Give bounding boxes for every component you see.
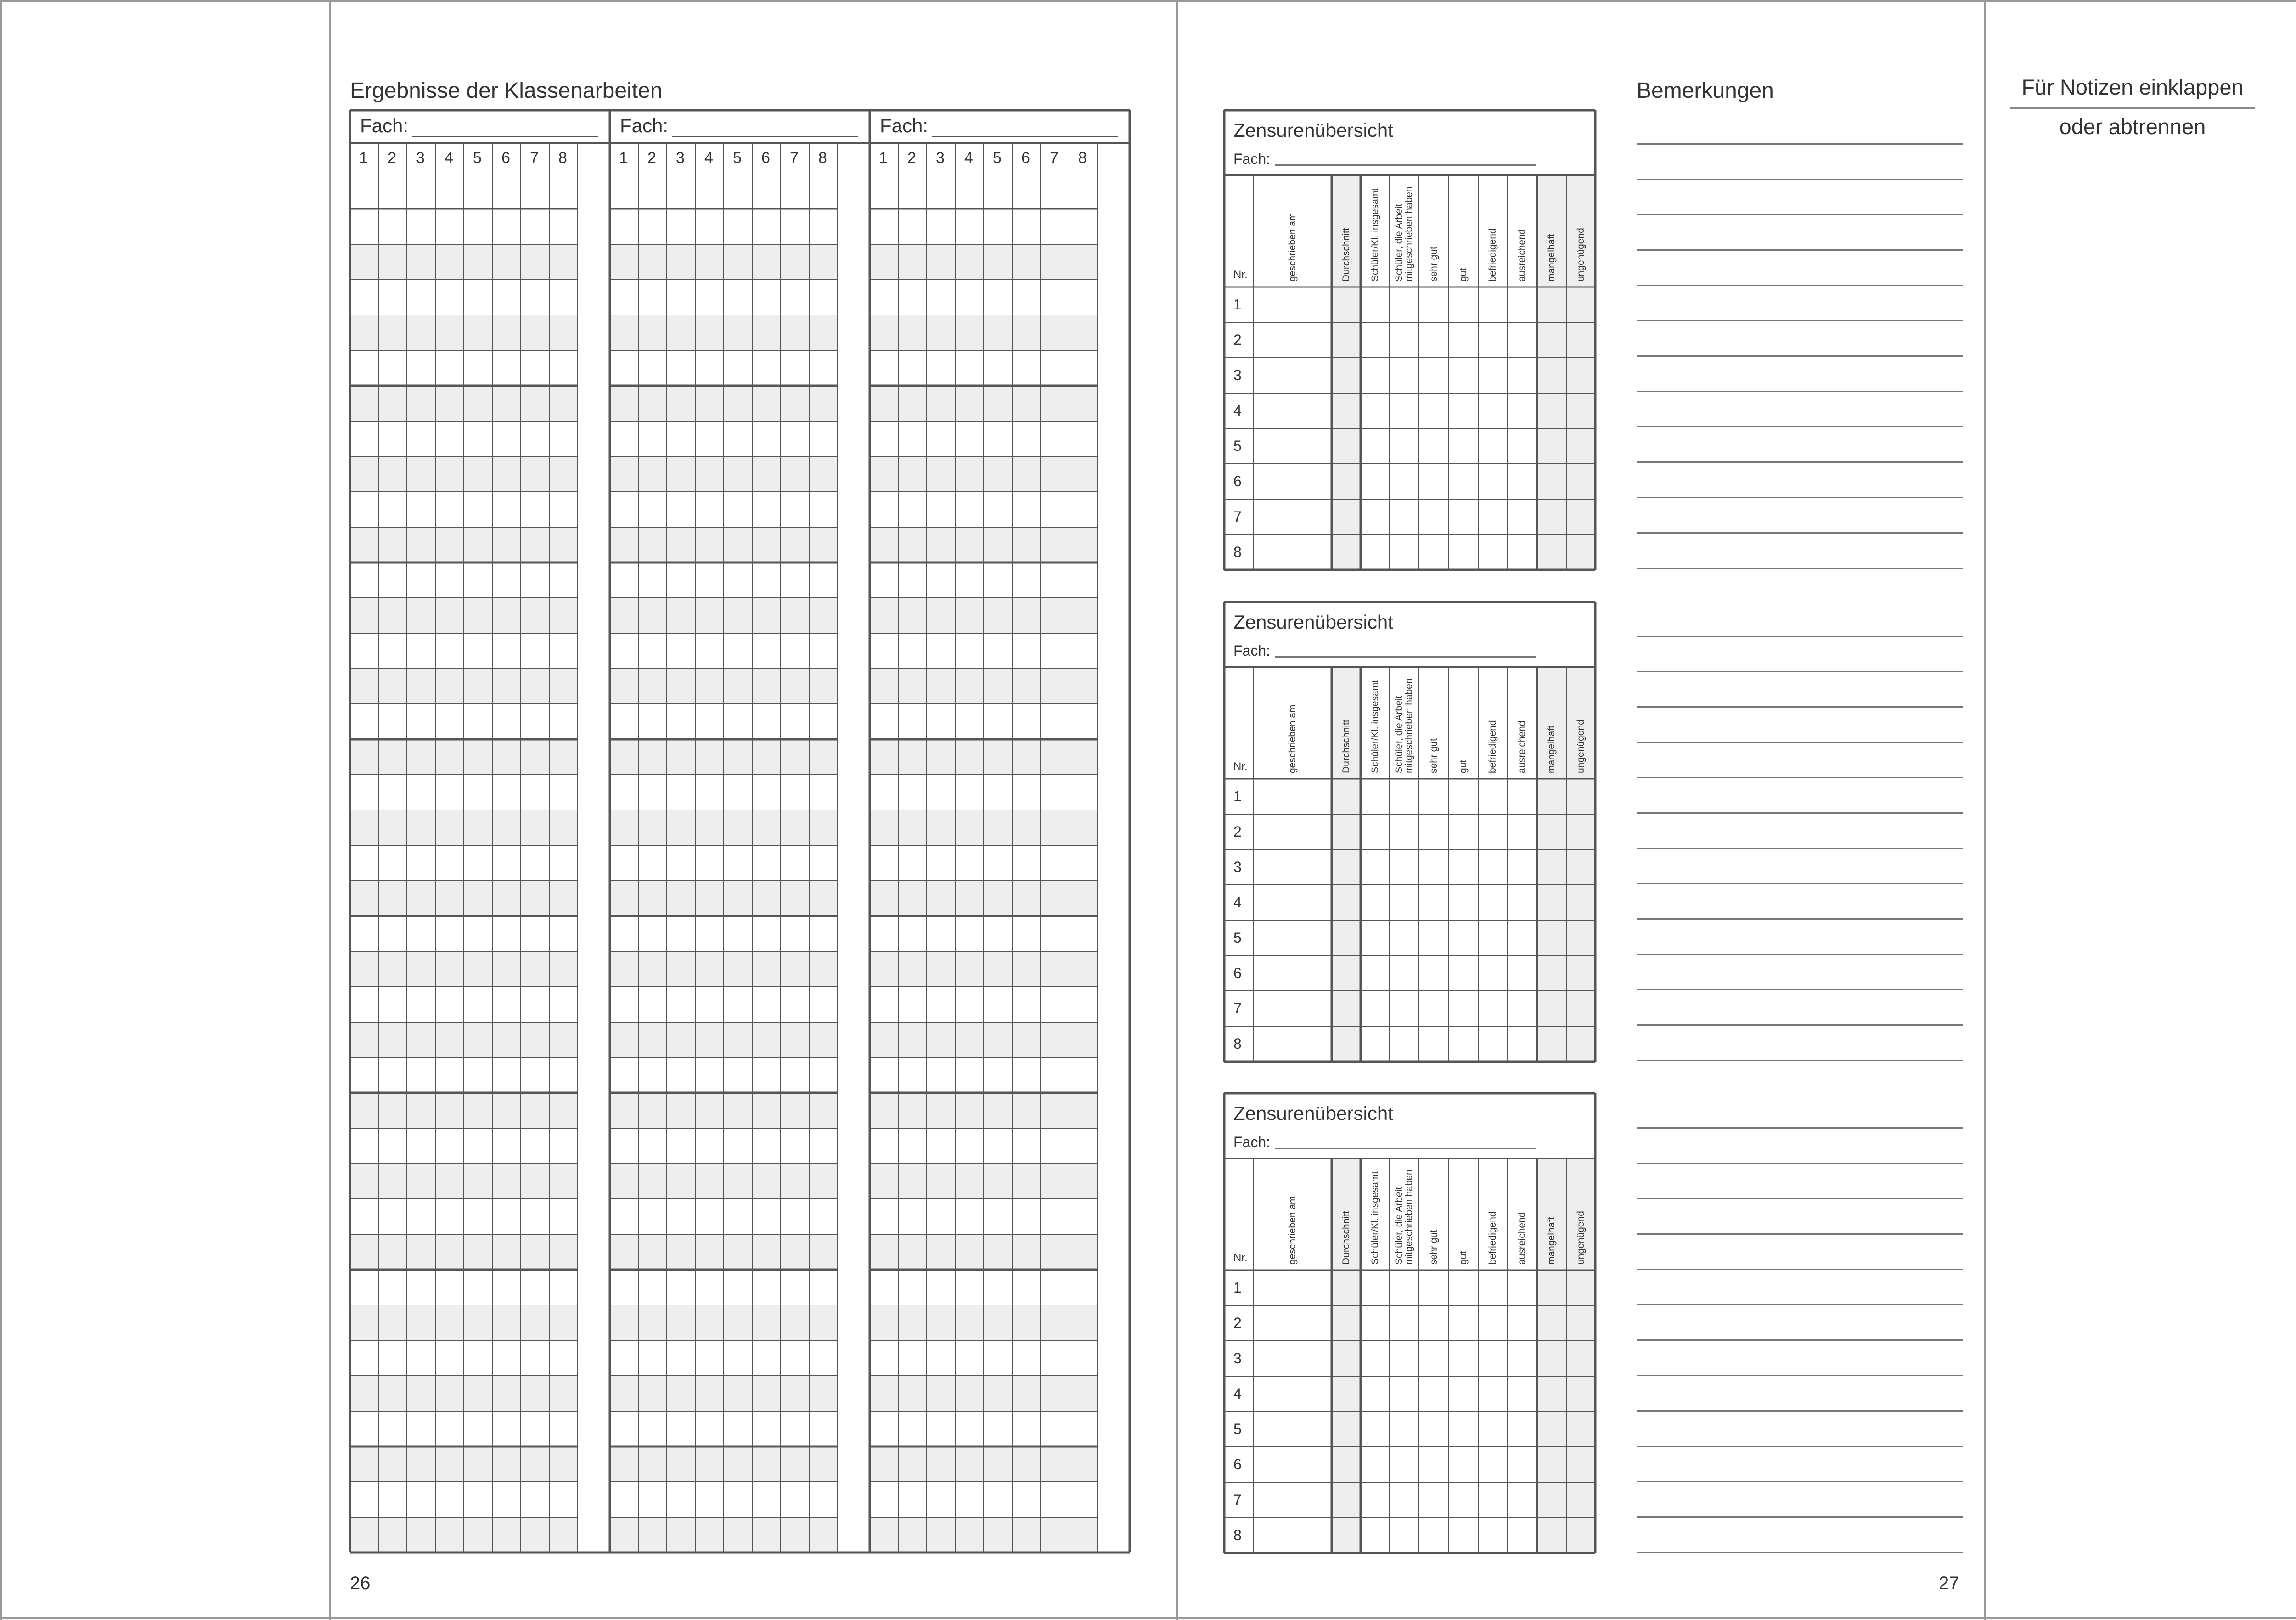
column-header [1341,228,1351,281]
cell [1254,1026,1332,1062]
column-header-line: Durchschnitt [1340,1211,1351,1265]
remark-line [1637,214,1963,215]
row-number-header: Nr. [1233,1252,1248,1264]
column-header-line: mitgeschrieben haben [1404,186,1414,281]
remark-line [1637,391,1963,392]
column-number: 2 [907,149,916,167]
column-number: 6 [1021,149,1030,167]
row-number-header: Nr. [1233,760,1248,773]
cell [1254,814,1332,849]
column-header-line: mangelhaft [1546,234,1557,281]
column-header [1429,738,1439,773]
row-number: 7 [1233,508,1242,525]
remarks-title: Bemerkungen [1637,79,1774,103]
subject-label: Fach: [1233,151,1271,167]
row-number: 3 [1233,367,1242,383]
column-header [1517,721,1527,773]
column-header-line: Schüler, die Arbeit [1394,695,1404,773]
column-header-line: ausreichend [1517,1212,1527,1265]
row-number: 5 [1233,438,1242,454]
column-number: 5 [993,149,1002,167]
cell [1254,464,1332,499]
column-number: 3 [416,149,425,167]
remark-line [1637,285,1963,286]
column-number: 6 [501,149,510,167]
row-number: 6 [1233,965,1242,981]
remark-line [1637,777,1963,778]
row-number: 2 [1233,823,1242,840]
column-header [1458,1251,1469,1265]
remark-line [1637,954,1963,955]
row-number: 1 [1233,788,1242,804]
column-header [1370,1171,1380,1265]
remark-line [1637,1552,1963,1553]
remark-line [1637,1233,1963,1235]
remark-line [1637,320,1963,321]
cell [1254,393,1332,428]
cell [1254,322,1332,358]
column-header [1547,726,1557,773]
cell [1254,428,1332,464]
remark-line [1637,568,1963,569]
cell [1254,1447,1332,1482]
cell [1254,499,1332,534]
row-number: 7 [1233,1000,1242,1017]
row-number: 1 [1233,1279,1242,1296]
page-number-right: 27 [1939,1573,1959,1593]
remark-line [1637,1024,1963,1026]
remark-line [1637,671,1963,672]
grade-overview-title: Zensurenübersicht [1233,119,1393,141]
remark-line [1637,1269,1963,1270]
column-header [1547,234,1557,281]
row-number: 4 [1233,1385,1242,1402]
column-header-line: geschrieben am [1287,213,1298,281]
subject-blank [1275,1148,1536,1149]
subject-label: Fach: [1233,1134,1271,1150]
subject-blank [1275,656,1536,658]
column-header [1488,228,1498,281]
cell [1254,1518,1332,1553]
row-number: 6 [1233,473,1242,489]
column-number: 8 [558,149,567,167]
column-number: 2 [388,149,396,167]
column-header [1394,1170,1414,1265]
subject-label: Fach: [1233,642,1271,659]
column-header [1341,720,1351,773]
remark-line [1637,636,1963,637]
remark-line [1637,1163,1963,1164]
row-number: 6 [1233,1456,1242,1473]
remark-line [1637,1410,1963,1412]
row-number: 3 [1233,1350,1242,1367]
cell [1254,920,1332,956]
column-header [1576,1211,1586,1265]
column-header [1288,213,1298,281]
remark-line [1637,742,1963,743]
remark-line [1637,1127,1963,1129]
subject-label: Fach: [360,115,409,136]
row-number: 2 [1233,332,1242,348]
column-header [1458,268,1469,281]
column-header-line: gut [1458,268,1469,281]
cell [1254,849,1332,885]
flap-instruction-line1: Für Notizen einklappen [2021,75,2244,99]
column-header-line: befriedigend [1487,1211,1498,1265]
remark-line [1637,1060,1963,1061]
column-number: 5 [733,149,742,167]
remark-line [1637,1304,1963,1305]
cell [1254,1482,1332,1518]
cell [1254,885,1332,920]
column-header [1458,760,1469,773]
remark-line [1637,249,1963,251]
remark-line [1637,989,1963,990]
page-number-left: 26 [350,1573,371,1593]
grade-overview-title: Zensurenübersicht [1233,611,1393,633]
cell [1254,1376,1332,1412]
column-header-line: ausreichend [1517,229,1527,281]
column-header [1517,1212,1527,1265]
remark-line [1637,812,1963,814]
column-header-line: sehr gut [1428,1230,1439,1265]
row-number: 7 [1233,1491,1242,1508]
column-number: 7 [530,149,539,167]
column-number: 6 [761,149,770,167]
column-header [1547,1217,1557,1265]
column-header-line: ungenügend [1575,1211,1586,1265]
column-header [1517,229,1527,281]
column-number: 3 [936,149,945,167]
cell [1254,1341,1332,1376]
row-number: 4 [1233,402,1242,419]
row-number: 5 [1233,929,1242,946]
column-header-line: geschrieben am [1287,704,1298,773]
remark-line [1637,1516,1963,1518]
column-header [1370,680,1380,773]
row-number: 2 [1233,1315,1242,1331]
remark-line [1637,355,1963,357]
column-header [1370,188,1380,281]
column-header-line: mitgeschrieben haben [1404,1170,1414,1265]
column-number: 5 [473,149,482,167]
column-header-line: Schüler, die Arbeit [1394,1187,1404,1265]
column-header-line: Schüler/Kl. insgesamt [1369,1171,1380,1265]
cell [1254,358,1332,393]
remark-line [1637,1481,1963,1482]
flap-divider [2010,107,2255,109]
column-header-line: Schüler, die Arbeit [1394,203,1404,281]
column-header-line: Schüler/Kl. insgesamt [1369,188,1380,281]
remark-line [1637,883,1963,884]
flap-instruction-line2: oder abtrennen [2059,114,2206,139]
cell [1254,1305,1332,1341]
column-header [1288,1196,1298,1265]
row-number: 5 [1233,1421,1242,1437]
column-header-line: Durchschnitt [1340,228,1351,281]
row-number: 8 [1233,1527,1242,1543]
column-header-line: befriedigend [1487,720,1498,773]
column-number: 4 [964,149,973,167]
column-header-line: befriedigend [1487,228,1498,281]
remark-line [1637,1198,1963,1199]
column-number: 1 [879,149,888,167]
column-header-line: ungenügend [1575,720,1586,773]
remark-line [1637,1339,1963,1341]
remark-line [1637,706,1963,708]
row-number: 8 [1233,1035,1242,1052]
column-number: 4 [704,149,713,167]
row-number: 3 [1233,859,1242,875]
row-number: 4 [1233,894,1242,911]
column-header-line: mangelhaft [1546,726,1557,773]
column-header-line: sehr gut [1428,738,1439,773]
row-number: 8 [1233,544,1242,560]
column-header [1394,186,1414,281]
column-header [1488,1211,1498,1265]
column-header [1394,678,1414,773]
column-header-line: Durchschnitt [1340,720,1351,773]
subject-label: Fach: [620,115,669,136]
row-number-header: Nr. [1233,269,1248,281]
column-header [1288,705,1298,773]
column-header-line: Schüler/Kl. insgesamt [1369,680,1380,773]
column-number: 8 [818,149,827,167]
cell [1254,779,1332,814]
remark-line [1637,1446,1963,1447]
column-header-line: ausreichend [1517,720,1527,773]
column-number: 7 [1050,149,1058,167]
column-header [1429,1230,1439,1265]
column-header [1341,1211,1351,1265]
row-number: 1 [1233,296,1242,313]
column-header-line: mitgeschrieben haben [1404,678,1414,773]
remark-line [1637,848,1963,849]
column-header [1488,720,1498,773]
column-header [1576,720,1586,773]
remark-line [1637,497,1963,498]
cell [1254,956,1332,991]
column-number: 1 [619,149,628,167]
cell [1254,991,1332,1026]
column-header-line: sehr gut [1428,247,1439,281]
column-header-line: mangelhaft [1546,1217,1557,1265]
column-number: 8 [1078,149,1087,167]
remark-line [1637,532,1963,534]
cell [1254,1270,1332,1305]
remark-line [1637,918,1963,920]
column-header-line: ungenügend [1575,228,1586,281]
remark-line [1637,426,1963,428]
column-number: 3 [676,149,685,167]
column-header-line: gut [1458,1251,1469,1265]
page-title: Ergebnisse der Klassenarbeiten [350,79,663,103]
column-number: 4 [445,149,453,167]
remark-line [1637,1375,1963,1376]
remark-line [1637,179,1963,180]
column-header [1429,247,1439,281]
column-header [1576,228,1586,281]
cell [1254,534,1332,570]
subject-blank [1275,164,1536,166]
column-number: 7 [790,149,799,167]
subject-label: Fach: [880,115,929,136]
remark-line [1637,143,1963,145]
grade-overview-title: Zensurenübersicht [1233,1102,1393,1124]
column-number: 2 [647,149,656,167]
remark-line [1637,461,1963,463]
column-number: 1 [359,149,368,167]
cell [1254,287,1332,322]
cell [1254,1412,1332,1447]
column-header-line: gut [1458,759,1469,773]
column-header-line: geschrieben am [1287,1196,1298,1265]
